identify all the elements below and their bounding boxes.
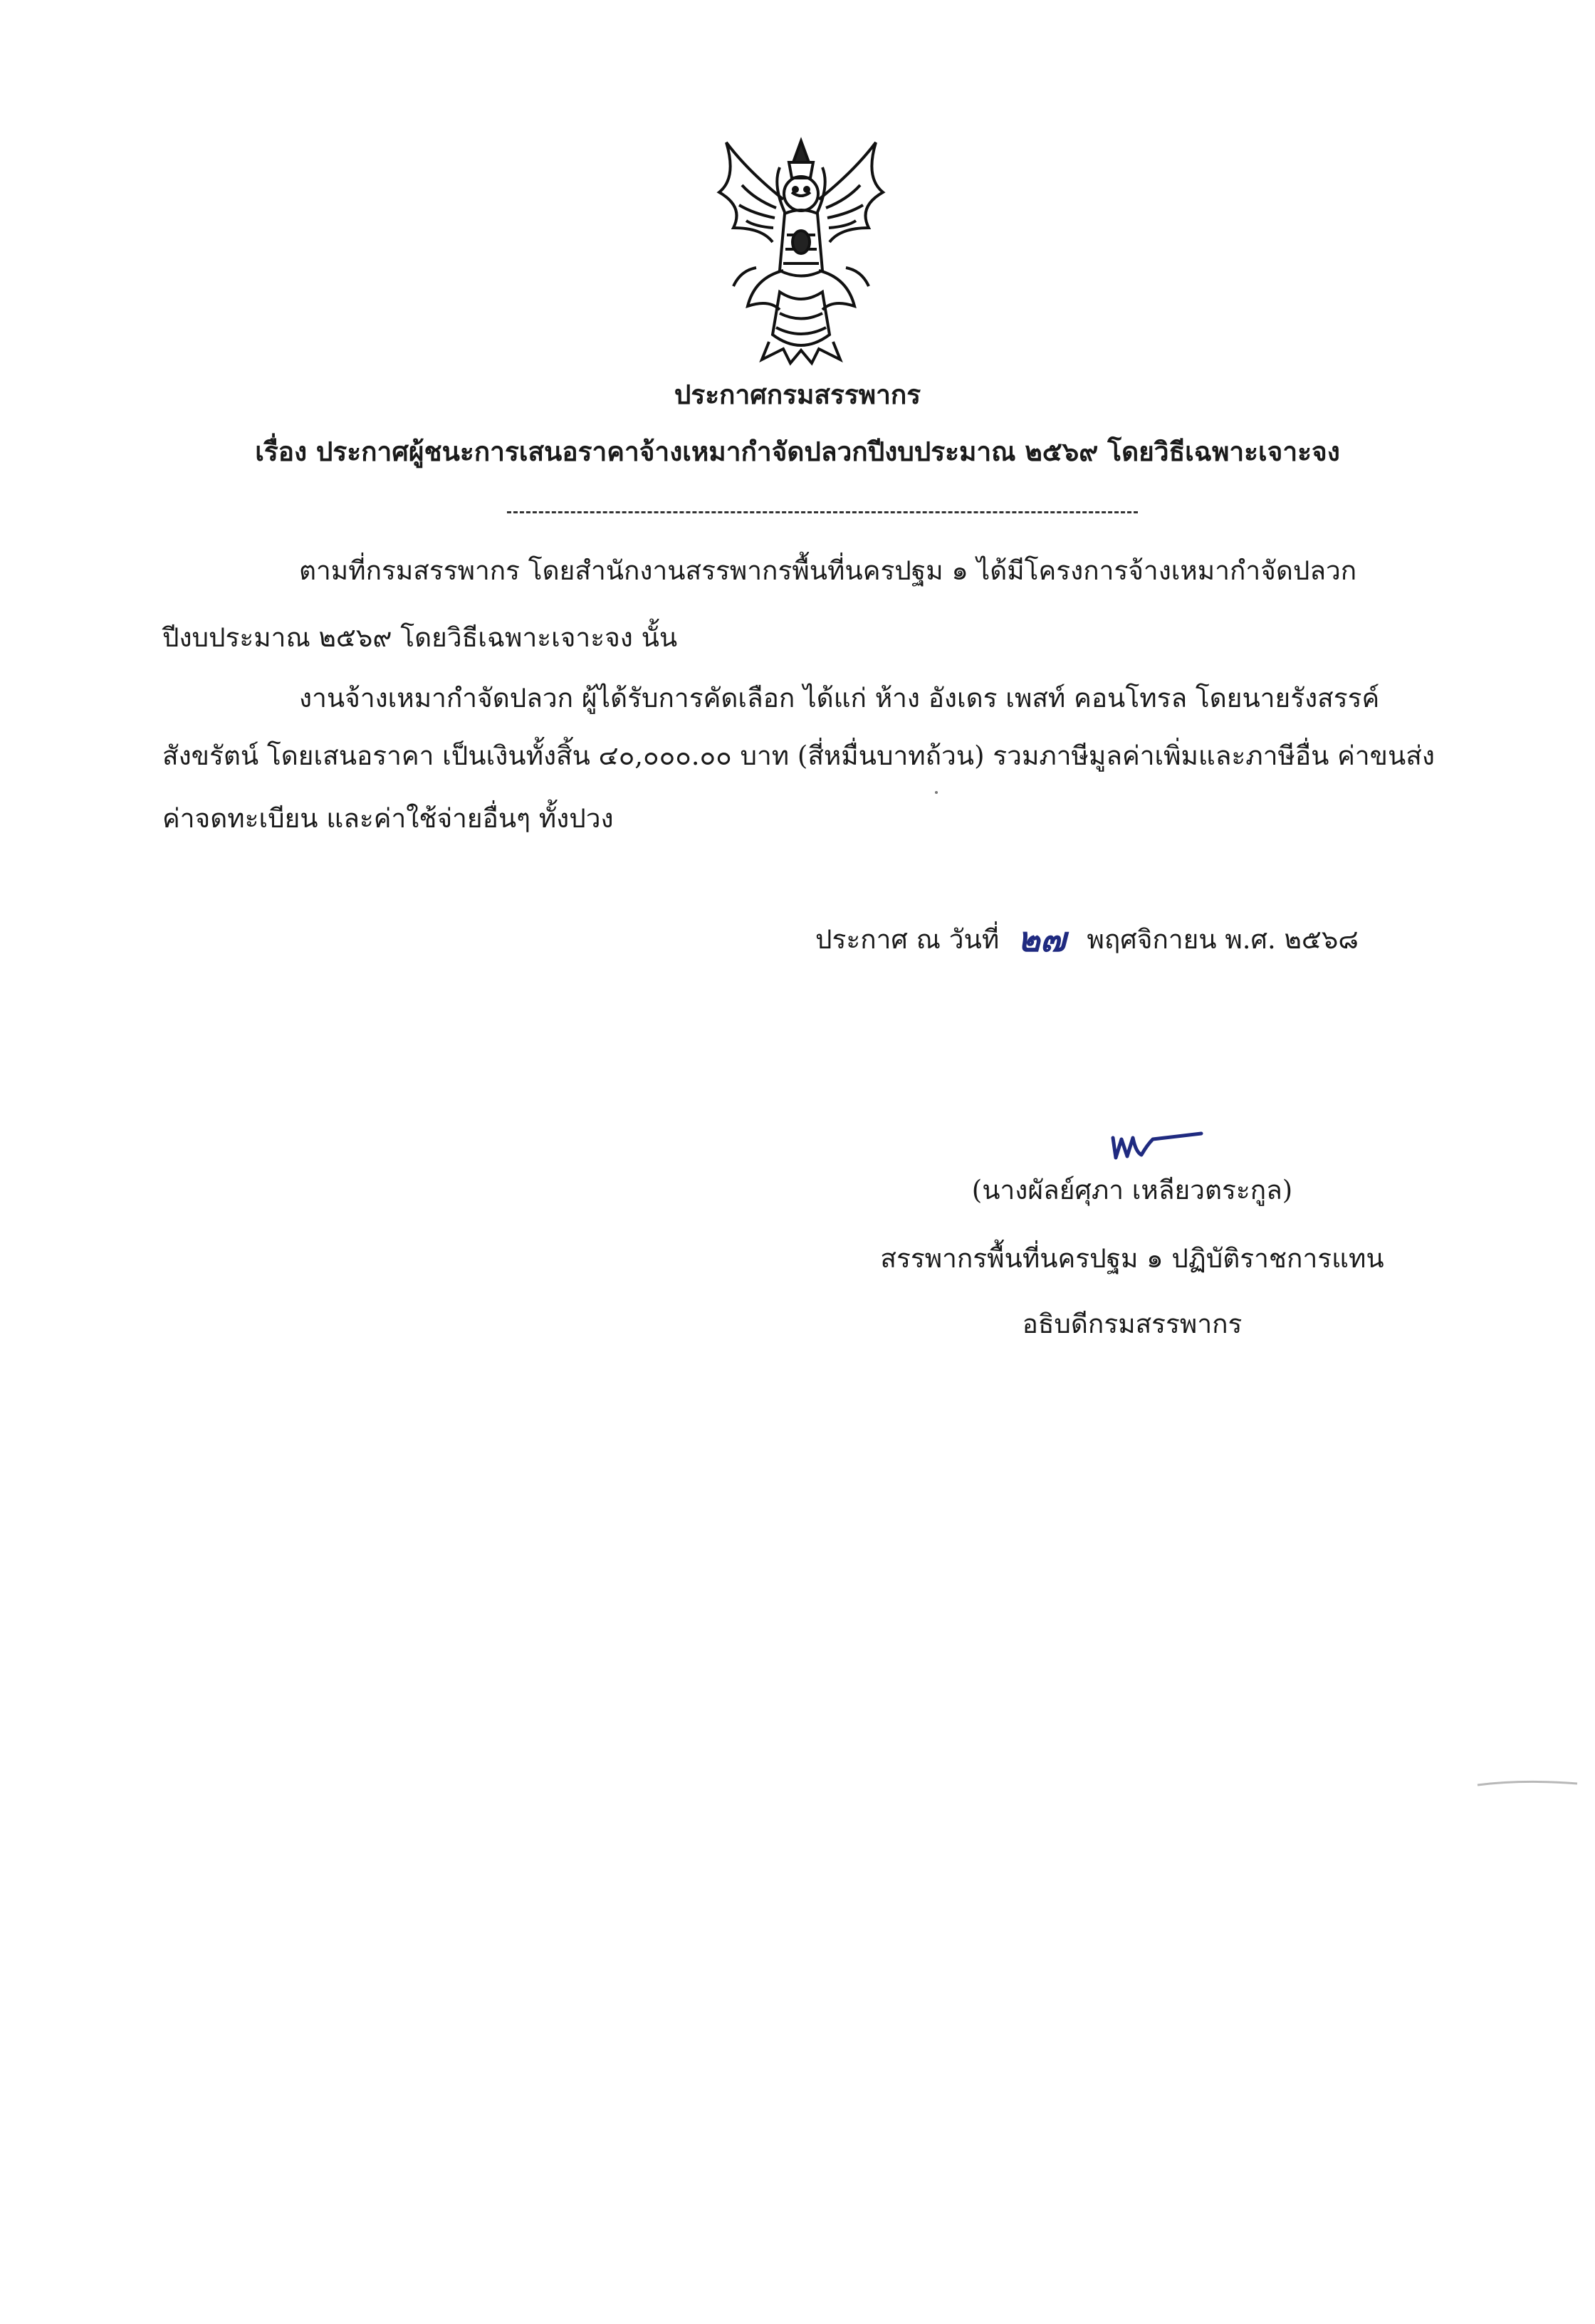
signatory-on-behalf: อธิบดีกรมสรรพากร	[1022, 1309, 1243, 1339]
separator-line	[507, 511, 1138, 513]
garuda-emblem	[705, 128, 897, 370]
date-month-year: พฤศจิกายน พ.ศ. ๒๕๖๘	[1087, 924, 1359, 955]
org-title: ประกาศกรมสรรพากร	[674, 379, 921, 410]
paragraph-2-line-2: สังขรัตน์ โดยเสนอราคา เป็นเงินทั้งสิ้น ๔๐,๐๐๐.๐๐ บาท (สี่หมื่นบาทถ้วน) รวมภาษีมูลค่าเพิ่มและภาษีอื่น ค่าขนส่ง	[162, 740, 1435, 771]
date-line	[815, 921, 1359, 958]
paragraph-2-line-1: งานจ้างเหมากำจัดปลวก ผู้ได้รับการคัดเลือก ได้แก่ ห้าง อังเดร เพสท์ คอนโทรล โดยนายรังสรรค์	[299, 683, 1380, 713]
paragraph-2-line-3: ค่าจดทะเบียน และค่าใช้จ่ายอื่นๆ ทั้งปวง	[162, 803, 614, 834]
paragraph-1-line-2: ปีงบประมาณ ๒๕๖๙ โดยวิธีเฉพาะเจาะจง นั้น	[162, 622, 678, 653]
subject-line: เรื่อง ประกาศผู้ชนะการเสนอราคาจ้างเหมากำจัดปลวกปีงบประมาณ ๒๕๖๙ โดยวิธีเฉพาะเจาะจง	[255, 436, 1340, 467]
handwritten-day: ๒๗	[1017, 920, 1066, 960]
handwritten-signature	[1107, 1124, 1207, 1166]
signatory-name: (นางผัลย์ศุภา เหลียวตระกูล)	[971, 1175, 1293, 1205]
date-prefix: ประกาศ ณ วันที่	[815, 924, 1000, 955]
ink-speck	[935, 791, 938, 794]
paragraph-1-line-1: ตามที่กรมสรรพากร โดยสำนักงานสรรพากรพื้นที่นครปฐม ๑ ได้มีโครงการจ้างเหมากำจัดปลวก	[299, 555, 1357, 586]
signatory-position: สรรพากรพื้นที่นครปฐม ๑ ปฏิบัติราชการแทน	[880, 1243, 1384, 1274]
scan-mark	[1474, 1776, 1581, 1791]
